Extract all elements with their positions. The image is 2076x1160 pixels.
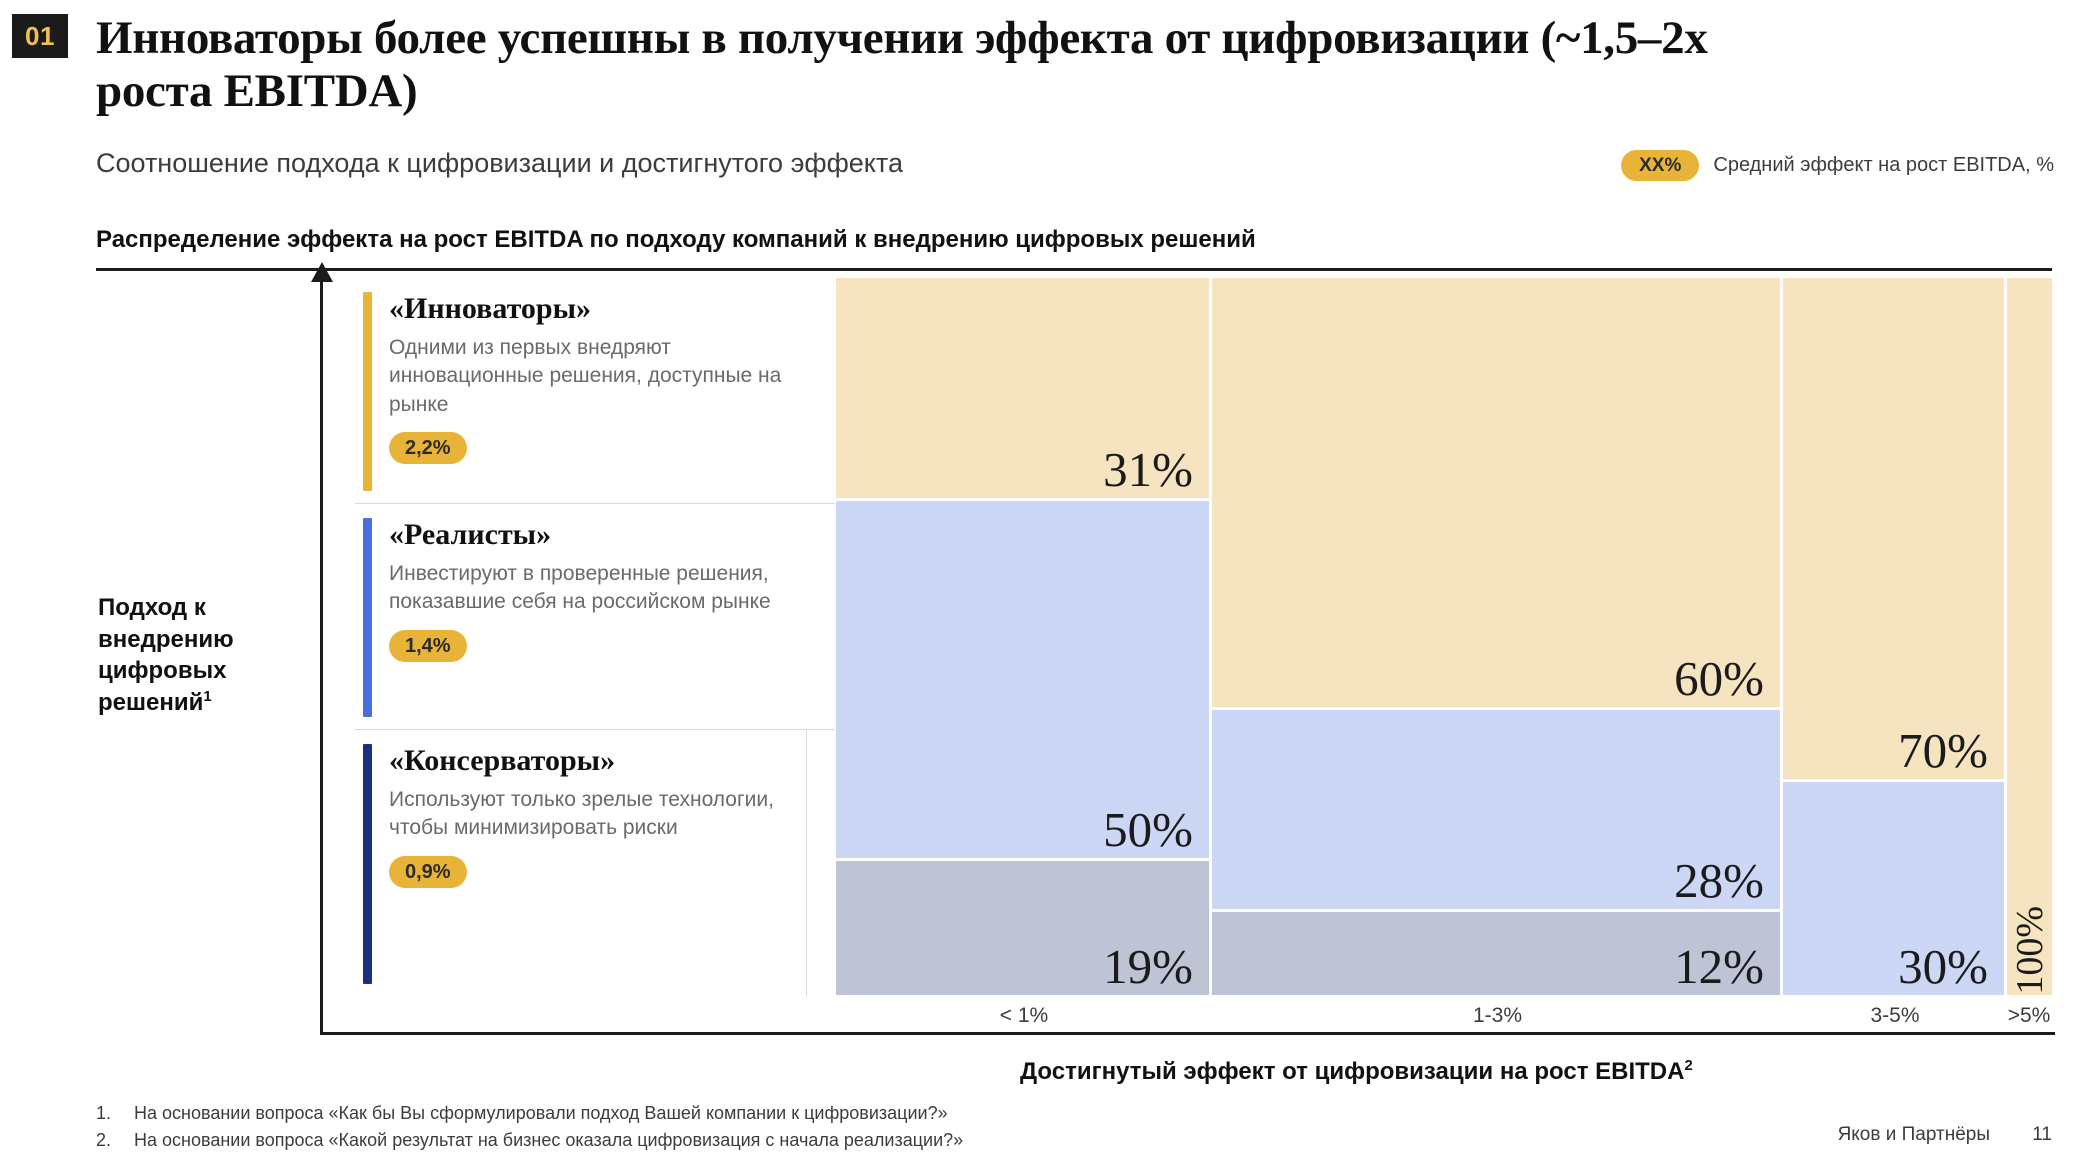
chart-column-gt5 [2007, 278, 2052, 1027]
x-axis-line [320, 1032, 2055, 1035]
x-tick-label-3to5: 3-5% [1870, 1004, 1920, 1027]
chart-column-3to5 [1783, 278, 2007, 1027]
category-color-bar [363, 744, 372, 984]
x-axis-title-footnote-ref: 2 [1684, 1058, 1693, 1074]
footnote-2 [96, 1127, 963, 1154]
category-avg-effect-pill: 1,4% [389, 630, 467, 662]
category-color-bar [363, 518, 372, 717]
x-tick-label-lt1: < 1% [999, 1004, 1049, 1027]
legend [1621, 150, 2054, 181]
chart-segment-realists [836, 501, 1212, 861]
chart-column-lt1 [836, 278, 1212, 1027]
category-avg-effect-pill: 0,9% [389, 856, 467, 888]
y-axis-title [98, 592, 308, 719]
chart-segment-innovators [836, 278, 1212, 501]
category-card-innovators [355, 278, 835, 504]
category-description: Одними из первых внедряют инновационные решения, доступные на рынке [389, 336, 782, 416]
y-axis-line [320, 276, 323, 1032]
header-divider [96, 268, 2052, 271]
category-description: Инвестируют в проверенные решения, показавшие себя на российском рынке [389, 562, 771, 614]
footnote-1 [96, 1100, 963, 1127]
chart-segment-label: 100% [2008, 906, 2051, 995]
chart-segment-innovators [1212, 278, 1783, 710]
footnote-number: 2. [96, 1130, 112, 1150]
chart-segment-label: 50% [1103, 802, 1193, 857]
chart-segment-label: 12% [1674, 939, 1764, 994]
x-axis-title [1020, 1058, 1693, 1086]
category-card-realists [355, 504, 835, 730]
footnotes [96, 1100, 963, 1154]
chart-segment-label: 28% [1674, 853, 1764, 908]
chart-segment-realists [1212, 710, 1783, 912]
chart-column-1to3 [1212, 278, 1783, 1027]
x-tick-label-1to3: 1-3% [1472, 1004, 1523, 1027]
chart-segment-label: 30% [1898, 939, 1988, 994]
chart-segment-label: 19% [1103, 939, 1193, 994]
page-number: 11 [2032, 1124, 2052, 1145]
y-axis-title-footnote-ref: 1 [203, 689, 212, 706]
y-axis-title-text: Подход к внедрению цифровых решений [98, 594, 234, 717]
chart-segment-realists [1783, 782, 2007, 998]
x-tick-label-gt5: >5% [2007, 1004, 2051, 1027]
footnote-text: На основании вопроса «Как бы Вы сформулировали подход Вашей компании к цифровизации?» [134, 1103, 948, 1123]
category-avg-effect-pill: 2,2% [389, 432, 467, 464]
section-header: Распределение эффекта на рост EBITDA по подходу компаний к внедрению цифровых решений [96, 226, 1256, 253]
brand-label: Яков и Партнёры [1837, 1124, 1990, 1145]
category-title: «Инноваторы» [389, 292, 592, 325]
footnote-text: На основании вопроса «Какой результат на бизнес оказала цифровизация с начала реализации?» [134, 1130, 964, 1150]
category-cards [355, 278, 835, 996]
category-title: «Реалисты» [389, 518, 552, 551]
category-description: Используют только зрелые технологии, чтобы минимизировать риски [389, 788, 774, 840]
page-subtitle: Соотношение подхода к цифровизации и достигнутого эффекта [96, 148, 903, 178]
chart-segment-innovators [2007, 278, 2052, 998]
legend-pill: XX% [1621, 150, 1699, 181]
chart-segment-label: 31% [1103, 442, 1193, 497]
chart-segment-conservatives [1212, 912, 1783, 998]
chart-segment-label: 70% [1898, 723, 1988, 778]
category-title: «Консерваторы» [389, 744, 616, 777]
chart-segment-conservatives [836, 861, 1212, 998]
category-card-conservatives [355, 730, 807, 996]
x-axis-title-text: Достигнутый эффект от цифровизации на рост EBITDA [1020, 1058, 1685, 1085]
marimekko-chart [836, 278, 2052, 1027]
slide-number-badge: 01 [12, 14, 68, 58]
chart-segment-innovators [1783, 278, 2007, 782]
legend-label: Средний эффект на рост EBITDA, % [1713, 154, 2054, 176]
page-title: Инноваторы более успешны в получении эффекта от цифровизации (~1,5–2х роста EBITDA) [96, 12, 1708, 117]
footnote-number: 1. [96, 1103, 112, 1123]
chart-segment-label: 60% [1674, 651, 1764, 706]
category-color-bar [363, 292, 372, 491]
